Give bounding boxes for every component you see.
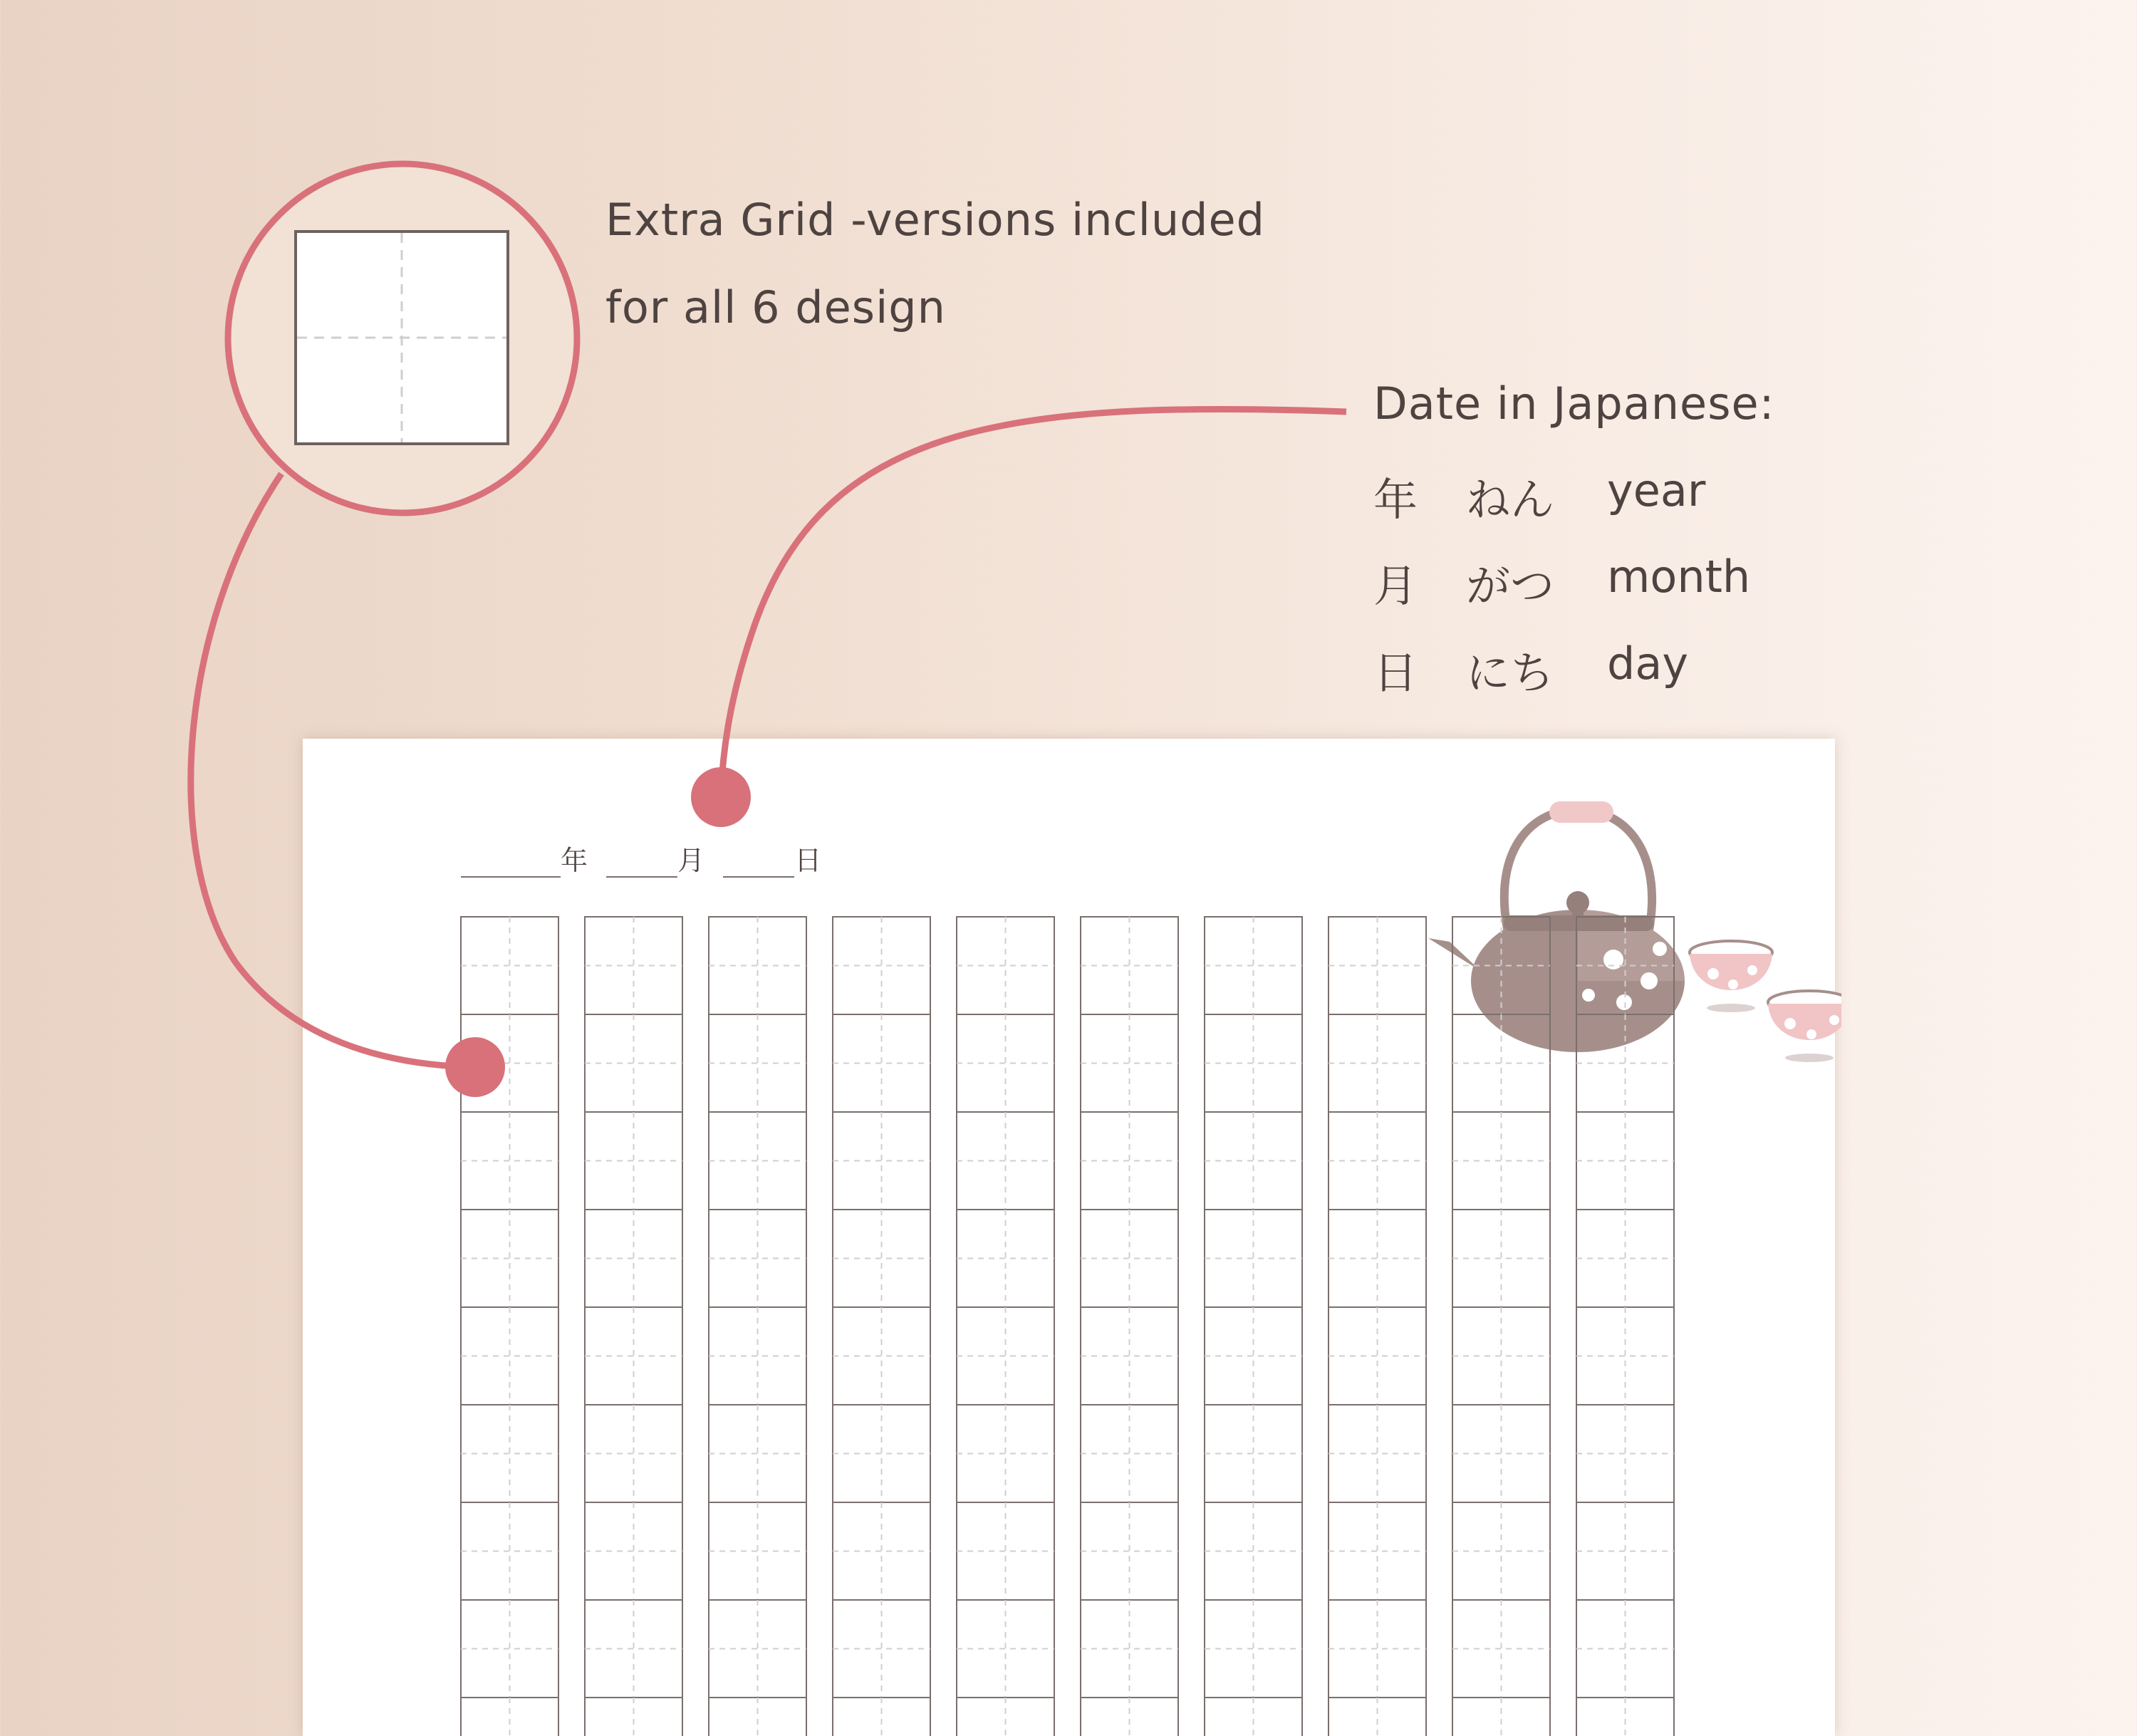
kanji-year: 年 <box>1373 474 1418 526</box>
english-day: day <box>1607 638 1689 690</box>
kanji-month: 月 <box>1373 560 1418 612</box>
date-leader-line <box>721 409 1346 794</box>
grid-leader-dot <box>445 1037 505 1097</box>
kana-month: がつ <box>1466 560 1555 612</box>
grid-leader-line <box>191 474 474 1067</box>
kana-day: にち <box>1466 647 1555 699</box>
year-label: 年 <box>561 845 588 876</box>
kana-year: ねん <box>1466 474 1555 526</box>
english-month: month <box>1607 551 1751 603</box>
date-leader-dot <box>691 767 751 827</box>
grid-caption-line2: for all 6 design <box>605 281 946 333</box>
kanji-day: 日 <box>1373 647 1418 699</box>
date-caption-title: Date in Japanese: <box>1373 378 1775 430</box>
day-label: 日 <box>794 845 822 876</box>
grid-caption-line1: Extra Grid -versions included <box>605 194 1265 246</box>
month-label: 月 <box>677 845 705 876</box>
english-year: year <box>1607 464 1706 516</box>
